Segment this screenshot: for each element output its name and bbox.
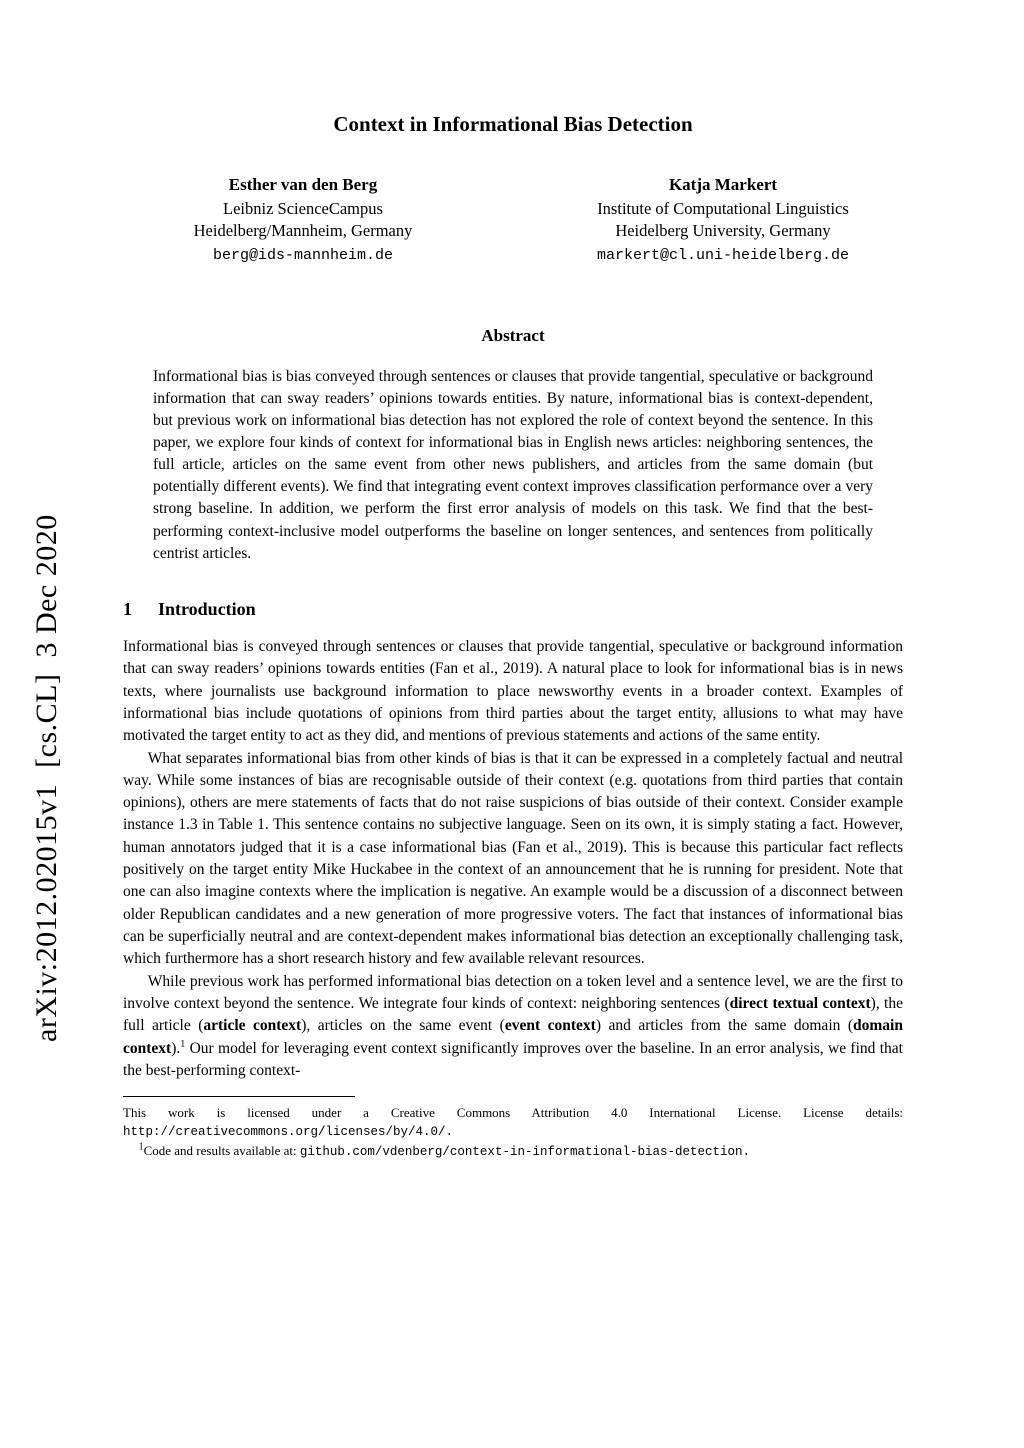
author-email: markert@cl.uni-heidelberg.de	[596, 246, 850, 264]
section-number: 1	[123, 598, 132, 619]
paper-content	[123, 112, 903, 1161]
text-segment: ), articles on the same event (	[301, 1017, 505, 1035]
license-url-link[interactable]: http://creativecommons.org/licenses/by/4.0/.	[123, 1125, 454, 1140]
arxiv-watermark: arXiv:2012.02015v1 [cs.CL] 3 Dec 2020	[30, 514, 63, 1042]
author-block-1	[153, 175, 453, 264]
footnote-block	[123, 1096, 903, 1161]
bold-term-domain-context: domain context	[123, 1017, 903, 1057]
abstract-text: Informational bias is bias conveyed through sentences or clauses that provide tangential, speculative or background information that can sway readers’ opinions towards entities. By nature, informational bias is context-dependent, but previous work on informational bias detection has not explored the role of context beyond the sentence. In this paper, we explore four kinds of context for informational bias in English news articles: neighboring sentences, the full article, articles on the same event from other news publishers, and articles from the same domain (but potentially different events). We find that integrating event context improves classification performance over a very strong baseline. In addition, we perform the first error analysis of models on this task. We find that the best-performing context-inclusive model outperforms the baseline on longer sentences, and sentences from politically centrist articles.	[153, 367, 873, 562]
license-footnote	[123, 1104, 903, 1142]
code-url-link[interactable]: github.com/vdenberg/context-in-informational-bias-detection.	[299, 1144, 750, 1159]
bold-term-event-context: event context	[504, 1017, 596, 1035]
license-text: This work is licensed under a Creative Commons Attribution 4.0 International License. License details:	[123, 1105, 903, 1121]
text-segment: ).	[171, 1039, 181, 1057]
author-block-2	[573, 175, 873, 264]
footnote-rule	[123, 1096, 355, 1097]
paper-title: Context in Informational Bias Detection	[333, 112, 693, 136]
section-title: Introduction	[158, 598, 256, 619]
footnote-marker: 1	[138, 1141, 144, 1153]
author-name: Esther van den Berg	[228, 175, 378, 194]
code-footnote-text: Code and results available at:	[143, 1142, 300, 1158]
bold-term-article-context: article context	[203, 1017, 302, 1035]
code-footnote	[123, 1142, 903, 1162]
text-segment: Our model for leveraging event context significantly improves over the baseline. In an error analysis, we find that the best-performing context-	[123, 1039, 903, 1079]
text-segment: While previous work has performed informational bias detection on a token level and a sentence level, we are the first to involve context beyond the sentence. We integrate four kinds of context: neighboring sentences (	[123, 972, 903, 1012]
author-email: berg@ids-mannheim.de	[212, 246, 394, 264]
intro-paragraph-2: What separates informational bias from other kinds of bias is that it can be expressed in a completely factual and neutral way. While some instances of bias are recognisable outside of their context (e.g. quotations from third parties that contain opinions), others are mere statements of facts that do not raise suspicions of bias outside of their context. Consider example instance 1.3 in Table 1. This sentence contains no subjective language. Seen on its own, it is simply stating a fact. However, human annotators judged that it is a case informational bias (Fan et al., 2019). This is because this particular fact reflects positively on the target entity Mike Huckabee in the context of an announcement that he is running for president. Note that one can also imagine contexts where the implication is negative. An example would be a discussion of a disconnect between older Republican candidates and a new generation of more progressive voters. The fact that instances of informational bias can be superficially neutral and are context-dependent makes informational bias detection an exceptionally challenging task, which furthermore has a short research history and few available relevant resources.	[123, 749, 903, 968]
text-segment: ), the full article (	[123, 994, 903, 1035]
section-heading-introduction	[123, 599, 903, 620]
intro-paragraph-1: Informational bias is conveyed through sentences or clauses that provide tangential, speculative or background information that can sway readers’ opinions towards entities (Fan et al., 2019). A natural place to look for informational bias is in news texts, where journalists use background information to place newsworthy events in a broader context. Examples of informational bias include quotations of opinions from third parties about the target entity, allusions to what may have motivated the target entity to act as they did, and mentions of previous statements and actions of the same entity.	[123, 637, 903, 745]
author-section	[153, 175, 873, 264]
text-segment: ) and articles from the same domain (	[595, 1017, 854, 1035]
author-name: Katja Markert	[668, 175, 778, 194]
author-affiliation: Leibniz ScienceCampus	[223, 199, 383, 218]
footnote-marker: 1	[180, 1038, 186, 1050]
author-affiliation: Heidelberg University, Germany	[615, 221, 831, 241]
author-affiliation: Heidelberg/Mannheim, Germany	[193, 221, 413, 241]
intro-paragraph-3	[123, 971, 903, 1083]
bold-term-direct-textual-context: direct textual context	[729, 994, 871, 1012]
author-affiliation: Institute of Computational Linguistics	[597, 199, 849, 218]
abstract-heading: Abstract	[481, 325, 545, 345]
